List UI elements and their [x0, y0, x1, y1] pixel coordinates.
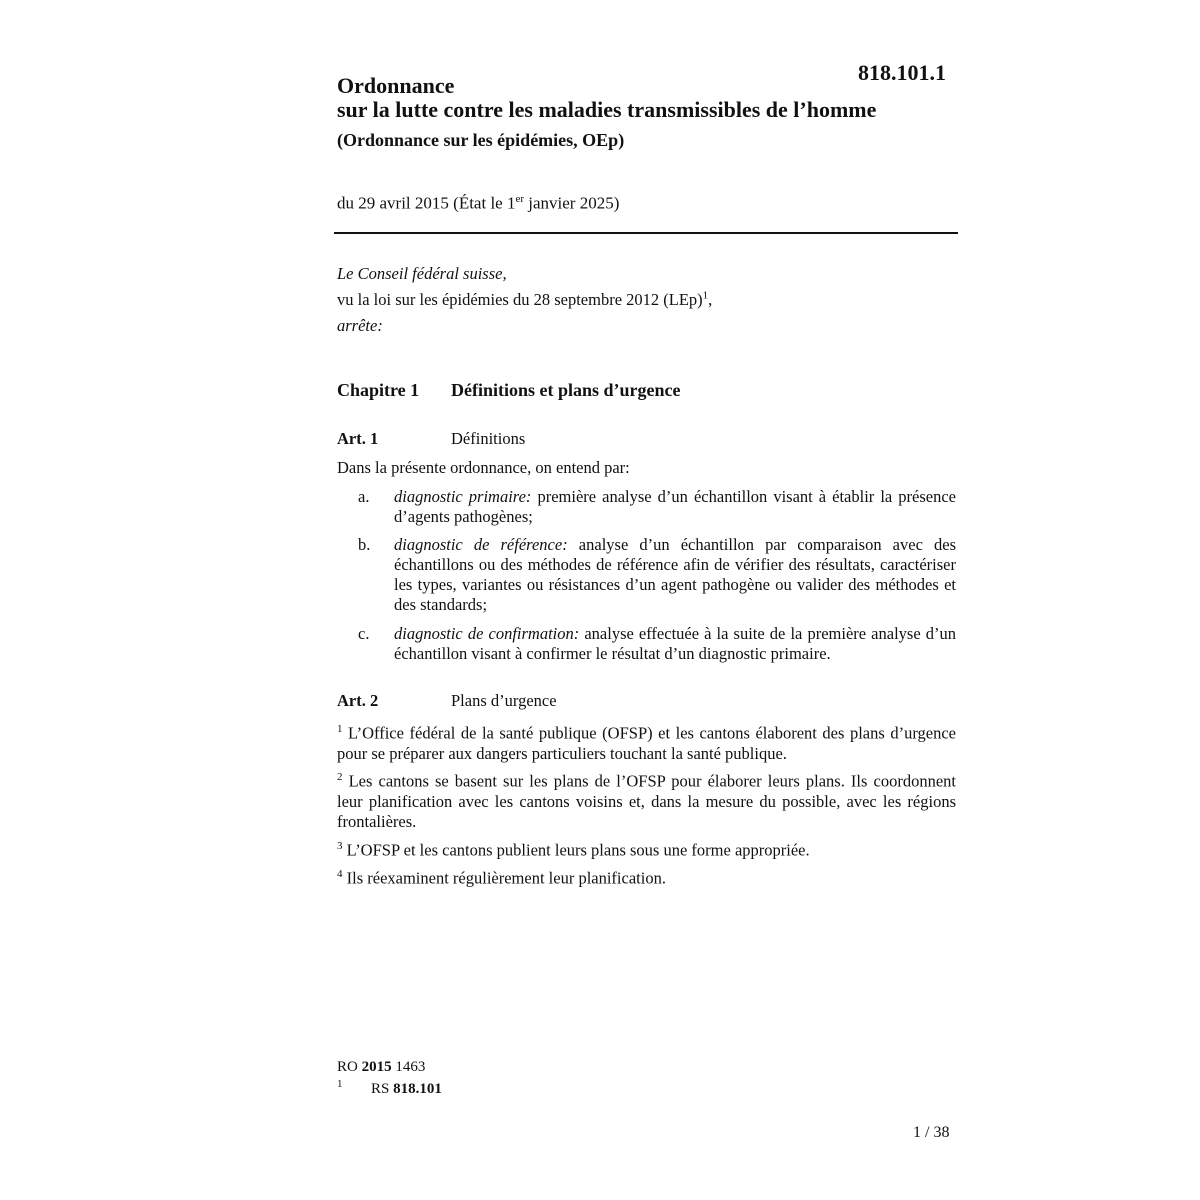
footnote-ref[interactable]: 1	[702, 289, 709, 302]
ro-year: 2015	[361, 1059, 392, 1075]
item-term: diagnostic primaire:	[394, 487, 532, 506]
paragraph-text: L’Office fédéral de la santé publique (OFSP) et les cantons élaborent des plans d’urgence pour se préparer aux dangers particuliers touchant la santé publique.	[337, 723, 956, 763]
paragraph-number: 3	[337, 840, 343, 852]
item-term: diagnostic de confirmation:	[394, 624, 580, 643]
paragraph-number: 4	[337, 868, 343, 880]
art2-label: Art. 2	[337, 691, 379, 710]
footnote-reference[interactable]: 818.101	[393, 1081, 442, 1097]
item-term: diagnostic de référence:	[394, 535, 568, 554]
date-ordinal: er	[515, 193, 525, 205]
item-body	[394, 624, 956, 664]
chapter-heading	[337, 380, 681, 401]
paragraph-text: L’OFSP et les cantons publient leurs plans sous une forme appropriée.	[342, 840, 810, 860]
item-body	[394, 535, 956, 615]
date-suffix: janvier 2025)	[524, 193, 620, 213]
item-text: première analyse d’un échantillon visant à établir la présence d’agents pathogènes;	[394, 487, 956, 526]
art2-paragraph-1	[337, 719, 956, 764]
chapter-number: Chapitre 1	[337, 380, 420, 400]
item-letter: c.	[358, 624, 370, 643]
item-body	[394, 487, 956, 527]
preamble-basis-end: ,	[708, 290, 713, 309]
official-compilation-ref	[337, 1059, 425, 1076]
subtitle: (Ordonnance sur les épidémies, OEp)	[337, 130, 625, 150]
art2-paragraph-4	[337, 864, 956, 889]
paragraph-text: Les cantons se basent sur les plans de l’OFSP pour élaborer leurs plans. Ils coordonnent leur planification avec les cantons voisins et, dans la mesure du possible, avec les régions frontalières.	[337, 771, 956, 831]
item-text: analyse effectuée à la suite de la première analyse d’un échantillon visant à confirmer le résultat d’un diagnostic primaire.	[394, 624, 956, 663]
chapter-title: Définitions et plans d’urgence	[451, 380, 681, 400]
art2-paragraph-2	[337, 767, 956, 832]
date-prefix: du 29 avril 2015 (État le 1	[337, 193, 516, 213]
definition-item-c	[358, 624, 956, 664]
art1-label: Art. 1	[337, 429, 379, 448]
ro-page: 1463	[391, 1059, 426, 1075]
sr-number: 818.101.1	[858, 60, 946, 85]
preamble-basis	[337, 290, 712, 310]
issue-date	[337, 193, 619, 214]
item-letter: a.	[358, 487, 370, 506]
art1-heading	[337, 429, 525, 449]
title-line-1: Ordonnance	[337, 73, 455, 98]
item-text: analyse d’un échantillon par comparaison avec des échantillons ou des méthodes de référence afin de vérifier des résultats, caractériser les types, variantes ou résistances d’un agent pathogène ou valider des méthodes et des standards;	[394, 535, 956, 614]
preamble-authority: Le Conseil fédéral suisse,	[337, 264, 507, 283]
paragraph-number: 2	[337, 771, 343, 783]
paragraph-number: 1	[337, 723, 343, 735]
page-number: 1 / 38	[913, 1124, 950, 1141]
art2-title: Plans d’urgence	[451, 691, 557, 710]
item-letter: b.	[358, 535, 371, 554]
header-rule	[334, 232, 958, 234]
art1-title: Définitions	[451, 429, 526, 448]
art1-intro: Dans la présente ordonnance, on entend par:	[337, 458, 630, 477]
footnote-prefix: RS	[371, 1081, 394, 1097]
footnote-1: 1 RS 818.101	[337, 1078, 442, 1097]
preamble-decree: arrête:	[337, 316, 383, 335]
definition-item-b	[358, 535, 956, 615]
definition-item-a	[358, 487, 956, 527]
art2-paragraph-3	[337, 836, 956, 861]
ro-prefix: RO	[337, 1059, 362, 1075]
paragraph-text: Ils réexaminent régulièrement leur planification.	[342, 868, 666, 888]
title-line-2: sur la lutte contre les maladies transmissibles de l’homme	[337, 97, 877, 122]
art2-heading	[337, 691, 557, 711]
preamble-basis-text: vu la loi sur les épidémies du 28 septembre 2012 (LEp)	[337, 290, 703, 309]
